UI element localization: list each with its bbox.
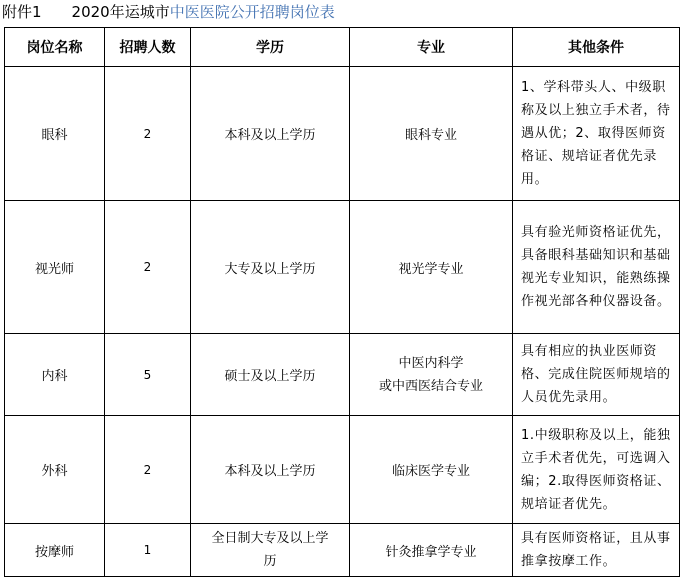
header-conditions: 其他条件	[513, 28, 680, 67]
title-main: 2020年运城市	[71, 3, 170, 21]
cell-major: 针灸推拿学专业	[350, 524, 513, 577]
cell-conditions: 具有医师资格证，且从事推拿按摩工作。	[513, 524, 680, 577]
title-highlight: 中医医院公开招聘岗位表	[169, 3, 335, 21]
cell-conditions: 具有相应的执业医师资格、完成住院医师规培的人员优先录用。	[513, 334, 680, 416]
cell-position: 外科	[5, 416, 105, 524]
cell-position: 按摩师	[5, 524, 105, 577]
recruitment-table	[4, 27, 680, 577]
cell-count: 5	[105, 334, 191, 416]
header-position: 岗位名称	[5, 28, 105, 67]
cell-education: 大专及以上学历	[191, 201, 350, 334]
cell-education: 本科及以上学历	[191, 67, 350, 201]
cell-count: 2	[105, 67, 191, 201]
table-row	[5, 67, 680, 201]
header-education: 学历	[191, 28, 350, 67]
cell-major: 视光学专业	[350, 201, 513, 334]
table-row	[5, 334, 680, 416]
cell-position: 视光师	[5, 201, 105, 334]
cell-conditions: 1、学科带头人、中级职称及以上独立手术者，待遇从优；2、取得医师资格证、规培证者优先录用。	[513, 67, 680, 201]
cell-major: 临床医学专业	[350, 416, 513, 524]
cell-conditions: 具有验光师资格证优先，具备眼科基础知识和基础视光专业知识，能熟练操作视光部各种仪器设备。	[513, 201, 680, 334]
cell-position: 内科	[5, 334, 105, 416]
cell-count: 2	[105, 201, 191, 334]
cell-major: 中医内科学 或中西医结合专业	[350, 334, 513, 416]
cell-major: 眼科专业	[350, 67, 513, 201]
header-major: 专业	[350, 28, 513, 67]
table-row	[5, 201, 680, 334]
cell-education: 本科及以上学历	[191, 416, 350, 524]
cell-count: 1	[105, 524, 191, 577]
document-title	[2, 0, 335, 24]
cell-count: 2	[105, 416, 191, 524]
cell-position: 眼科	[5, 67, 105, 201]
table-header-row	[5, 28, 680, 67]
cell-education: 全日制大专及以上学历	[191, 524, 350, 577]
table-row	[5, 524, 680, 577]
title-prefix: 附件1	[2, 3, 42, 21]
cell-education: 硕士及以上学历	[191, 334, 350, 416]
table-row	[5, 416, 680, 524]
header-count: 招聘人数	[105, 28, 191, 67]
cell-conditions: 1.中级职称及以上，能独立手术者优先，可选调入编；2.取得医师资格证、规培证者优先。	[513, 416, 680, 524]
